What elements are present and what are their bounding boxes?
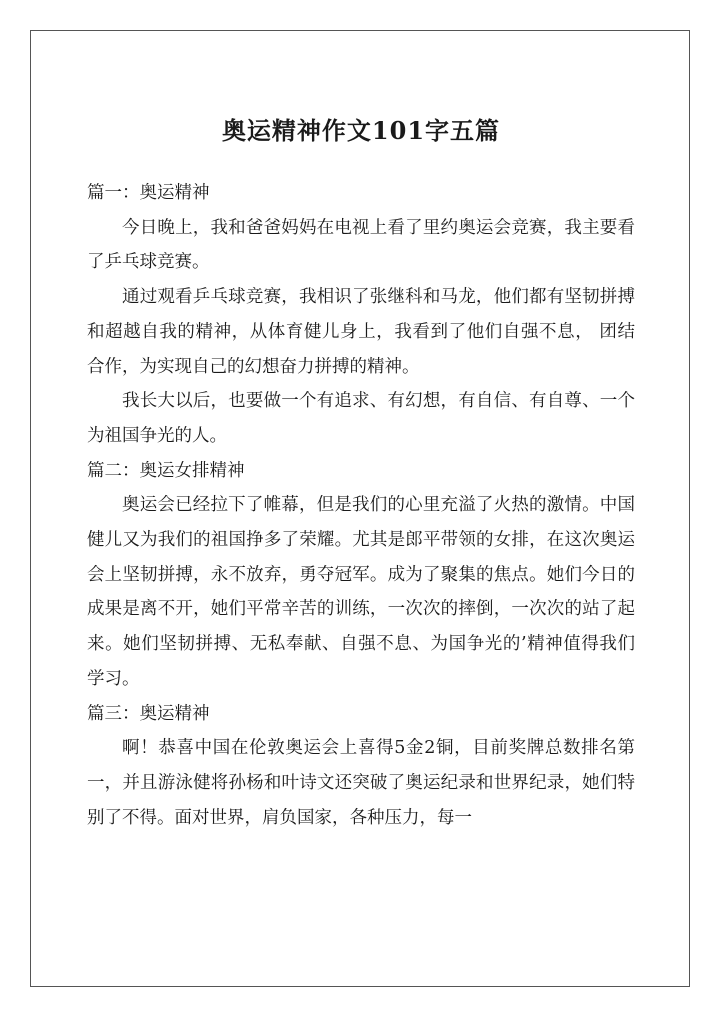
section-1-paragraph: 通过观看乒乓球竞赛，我相识了张继科和马龙，他们都有坚韧拼搏和超越自我的精神，从体育健儿身上，我看到了他们自强不息， 团结合作，为实现自己的幻想奋力拼搏的精神。 [87, 287, 635, 377]
section-3-paragraph: 啊！恭喜中国在伦敦奥运会上喜得5金2铜，目前奖牌总数排名第一，并且游泳健将孙杨和叶诗文还突破了奥运纪录和世界纪录，她们特别了不得。面对世界，肩负国家，各种压力，每一 [87, 738, 635, 828]
section-1-paragraph: 我长大以后，也要做一个有追求、有幻想，有自信、有自尊、一个为祖国争光的人。 [87, 391, 635, 446]
document-body [87, 176, 635, 835]
section-heading-1: 篇一：奥运精神 [87, 183, 210, 203]
section-heading-3: 篇三：奥运精神 [87, 703, 210, 724]
document-title: 奥运精神作文101字五篇 [221, 116, 501, 145]
section-1-paragraph: 今日晚上，我和爸爸妈妈在电视上看了里约奥运会竞赛，我主要看了乒乓球竞赛。 [87, 217, 635, 273]
section-heading-2: 篇二：奥运女排精神 [87, 460, 245, 481]
section-2-paragraph: 奥运会已经拉下了帷幕，但是我们的心里充溢了火热的激情。中国健儿又为我们的祖国挣多了荣耀。尤其是郎平带领的女排，在这次奥运会上坚韧拼搏，永不放弃，勇夺冠军。成为了聚集的焦点。她们今日的成果是离不开，她们平常辛苦的训练，一次次的摔倒，一次次的站了起来。她们坚韧拼搏、无私奉献、自强不息、为国争光的’精神值得我们学习。 [87, 495, 635, 689]
